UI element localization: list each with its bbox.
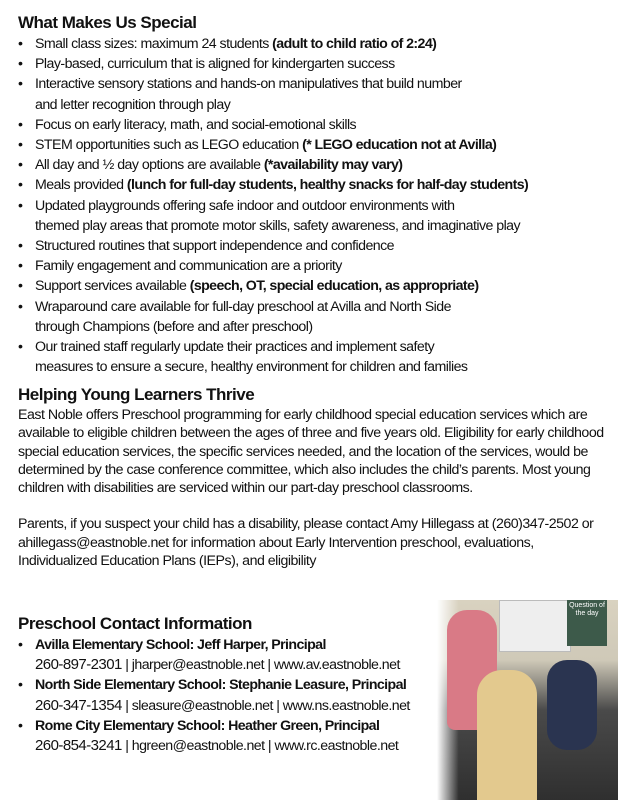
school-contact: [18, 675, 428, 715]
section-title: What Makes Us Special: [18, 13, 197, 32]
phone: 260-897-2301: [35, 656, 122, 674]
list-item: [18, 196, 614, 236]
school-contact: [18, 716, 428, 756]
item-text-continued: through Champions (before and after preschool): [35, 318, 313, 335]
section-title: Preschool Contact Information: [18, 614, 252, 633]
classroom-photo: [437, 600, 618, 800]
item-note: (lunch for full-day students, healthy snacks for half-day students): [126, 177, 529, 194]
board-text: Question of the day: [567, 600, 607, 646]
list-item: [18, 337, 614, 377]
thrive-paragraph-1: East Noble offers Preschool programming for early childhood special education services which are available to eligible children between the ages of three and five years old. Eligibility for early childhood special education services, the specific services needed, and the location of the services, would be determined by the case conference committee, which also includes the child’s parents. Most young children with disabilities are serviced within our part-day preschool classrooms.: [18, 407, 604, 497]
list-item: [18, 135, 614, 155]
contact-section: [18, 613, 428, 756]
item-text: Our trained staff regularly update their practices and implement safety: [35, 339, 435, 356]
email-link[interactable]: sleasure@eastnoble.net: [131, 697, 273, 714]
list-item: [18, 54, 614, 74]
item-text: Structured routines that support independence and confidence: [35, 238, 395, 255]
item-note: (* LEGO education not at Avilla): [302, 137, 497, 154]
special-section: [18, 12, 614, 377]
separator: |: [264, 738, 275, 755]
contact-line: [35, 736, 428, 756]
school-name: Avilla Elementary School: Jeff Harper, Principal: [35, 637, 326, 653]
item-text: Meals provided: [35, 177, 127, 194]
item-text: Focus on early literacy, math, and social-emotional skills: [35, 116, 357, 133]
separator: |: [263, 657, 274, 674]
item-text: Small class sizes: maximum 24 students: [35, 36, 273, 52]
contact-line: [35, 655, 428, 675]
school-contact: [18, 635, 428, 675]
website-link[interactable]: www.rc.eastnoble.net: [274, 738, 399, 755]
item-text-continued: themed play areas that promote motor skills, safety awareness, and imaginative play: [35, 217, 521, 234]
item-text: Interactive sensory stations and hands-on manipulatives that build number: [35, 76, 462, 93]
list-item: [18, 34, 614, 54]
list-item: [18, 256, 614, 276]
item-text: All day and ½ day options are available: [35, 157, 264, 174]
list-item: [18, 276, 614, 296]
item-text: Support services available: [35, 278, 190, 295]
contact-line: [35, 696, 428, 716]
item-text-continued: measures to ensure a secure, healthy environment for children and families: [35, 359, 468, 376]
separator: |: [121, 738, 132, 755]
item-text: Family engagement and communication are a priority: [35, 258, 342, 275]
list-item: [18, 115, 614, 135]
item-text-continued: and letter recognition through play: [35, 96, 231, 113]
item-text: Wraparound care available for full-day preschool at Avilla and North Side: [35, 298, 451, 315]
special-list: [18, 34, 614, 377]
item-text: STEM opportunities such as LEGO education: [35, 137, 303, 154]
list-item: [18, 175, 614, 195]
school-name: North Side Elementary School: Stephanie Leasure, Principal: [35, 677, 407, 694]
item-text: Play-based, curriculum that is aligned for kindergarten success: [35, 56, 395, 73]
item-note: (speech, OT, special education, as appropriate): [189, 278, 479, 295]
section-title: Helping Young Learners Thrive: [18, 385, 255, 404]
list-item: [18, 74, 614, 114]
separator: |: [121, 657, 132, 674]
email-link[interactable]: hgreen@eastnoble.net: [131, 738, 265, 755]
list-item: [18, 155, 614, 175]
website-link[interactable]: www.av.eastnoble.net: [273, 657, 400, 674]
school-name: Rome City Elementary School: Heather Green, Principal: [35, 717, 380, 734]
thrive-paragraph-2: Parents, if you suspect your child has a disability, please contact Amy Hillegass at (260)347-2502 or ahillegass@eastnoble.net for information about Early Intervention preschool, evaluations, Individualized Education Plans (IEPs), and eligibility: [18, 516, 594, 570]
list-item: [18, 297, 614, 337]
item-note: (adult to child ratio of 2:24): [272, 36, 437, 52]
item-text: Updated playgrounds offering safe indoor and outdoor environments with: [35, 197, 455, 214]
email-link[interactable]: jharper@eastnoble.net: [131, 657, 264, 674]
list-item: [18, 236, 614, 256]
separator: |: [121, 697, 132, 714]
separator: |: [272, 697, 283, 714]
item-note: (*availability may vary): [263, 157, 403, 174]
phone: 260-854-3241: [35, 737, 122, 755]
phone: 260-347-1354: [35, 696, 122, 714]
thrive-section: [18, 384, 614, 570]
contact-list: [18, 635, 428, 756]
website-link[interactable]: www.ns.eastnoble.net: [282, 697, 410, 714]
